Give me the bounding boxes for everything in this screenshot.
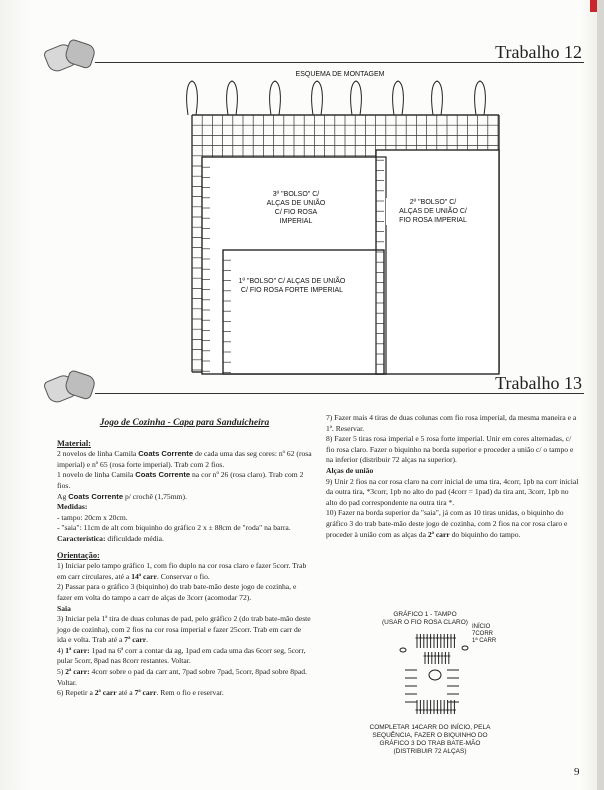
graph-title: GRÁFICO 1 - TAMPO (USAR O FIO ROSA CLARO) <box>382 611 468 626</box>
orientacao-heading: Orientação: <box>57 550 100 560</box>
step-4: 4) 1ª carr: 1pad na 6ª corr a contar da ag, 1pad em cada uma das 6corr seg, 5corr, pular 5corr, 8pad nas 8corr restantes. Voltar. <box>57 645 306 666</box>
material-2: 1 novelo de linha Camila Coats Corrente na cor nº 26 (rosa claro). Trab com 2 fios. <box>57 470 304 490</box>
diagram-title: ESQUEMA DE MONTAGEM <box>295 71 385 78</box>
article-title: Jogo de Cozinha - Capa para Sanduicheira <box>99 418 270 428</box>
pocket-3-label: 3º "BOLSO" C/ ALÇAS DE UNIÃO C/ FIO ROSA IMPERIAL <box>258 190 334 226</box>
medida-2: - "saia": 11cm de alt com biquinho do gráfico 2 x ± 88cm de "roda" na barra. <box>57 523 291 533</box>
step-1: 1) Iniciar pelo tampo gráfico 1, com fio duplo na cor rosa claro e fazer 5corr. Trab em carr circulares, até a 14ª carr. Conservar o fio. <box>57 561 307 581</box>
left-column <box>57 418 312 699</box>
step-3: 3) Iniciar pela 1ª tira de duas colunas de pad, pelo gráfico 2 (do trab bate-mão deste jogo de cozinha), com 2 fios na cor rosa imperial e fazer 25corr. Trab em carr de ida e volta. Trab até a 7ª carr. <box>57 614 311 645</box>
section-title: Trabalho 13 <box>495 373 582 393</box>
right-column <box>326 413 581 540</box>
pillows-logo-icon <box>42 371 94 405</box>
uniao-heading: Alças de união <box>326 465 374 475</box>
step-7: 7) Fazer mais 4 tiras de duas colunas com fio rosa imperial, da mesma maneira e a 1ª. Reservar. <box>326 413 577 433</box>
caracteristica: Característica: dificuldade média. <box>57 533 164 543</box>
pocket-1-label: 1º "BOLSO" C/ ALÇAS DE UNIÃO C/ FIO ROSA FORTE IMPERIAL <box>236 277 348 295</box>
step-8: 8) Fazer 5 tiras rosa imperial e 5 rosa forte imperial. Unir em cores alternadas, c/ fio rosa claro. Fazer o biquinho na borda superior e proceder a união c/ o tampo e na inferior (distribuir 72 alças na superior). <box>326 434 574 465</box>
pocket-2-label: 2º "BOLSO" C/ ALÇAS DE UNIÃO C/ FIO ROSA IMPERIAL <box>386 198 480 225</box>
material-3: Ag Coats Corrente p/ crochê (1,75mm). <box>57 491 187 501</box>
step-5: 5) 2ª carr: 4corr sobre o pad da carr ant, 7pad sobre 7pad, 5corr, 8pad sobre 8pad. Voltar. <box>57 667 307 687</box>
material-heading: Material: <box>57 438 91 448</box>
medida-1: - tampo: 20cm x 20cm. <box>57 512 128 522</box>
saia-heading: Saia <box>57 603 71 613</box>
graph-caption: COMPLETAR 14CARR DO INÍCIO, PELA SEQUÊNCIA, FAZER O BIQUINHO DO GRÁFICO 3 DO TRAB BATE-MÃO (DISTRIBUIR 72 ALÇAS) <box>369 724 491 755</box>
step-6: 6) Repetir a 2ª carr até a 7ª carr. Rem o fio e reservar. <box>57 688 224 698</box>
medidas-heading: Medidas: <box>57 502 88 512</box>
page-number: 9 <box>574 766 580 778</box>
section-title: Trabalho 12 <box>495 42 582 62</box>
crochet-chart <box>395 630 475 722</box>
step-2: 2) Passar para o gráfico 3 (biquinho) do trab bate-mão deste jogo de cozinha, e fazer em volta do tampo a carr de alças de 3corr (acomodar 72). <box>57 582 297 602</box>
material-1: 2 novelos de linha Camila Coats Corrente de cada uma das seg cores: nº 62 (rosa imperial) e nº 65 (rosa forte imperial). Trab com 2 fios. <box>57 449 312 469</box>
step-10: 10) Fazer na borda superior da "saia", já com as 10 tiras unidas, o biquinho do gráfico 3 do trab bate-mão deste jogo de cozinha, com 2 fios na cor rosa claro e proceder à união com as alças da 2ª carr do biquinho do tampo. <box>326 508 568 539</box>
step-9: 9) Unir 2 fios na cor rosa claro na corr inicial de uma tira, 4corr, 1pb na corr inicial da outra tira, *3corr, 1pb no alto do pad (4corr = 1pad) da tira ant, 3corr, 1pb no alto do pad correspondente na outra tira *. <box>326 476 579 507</box>
graph-side-note: INÍCIO 7CORR 1ª CARR <box>472 624 497 644</box>
